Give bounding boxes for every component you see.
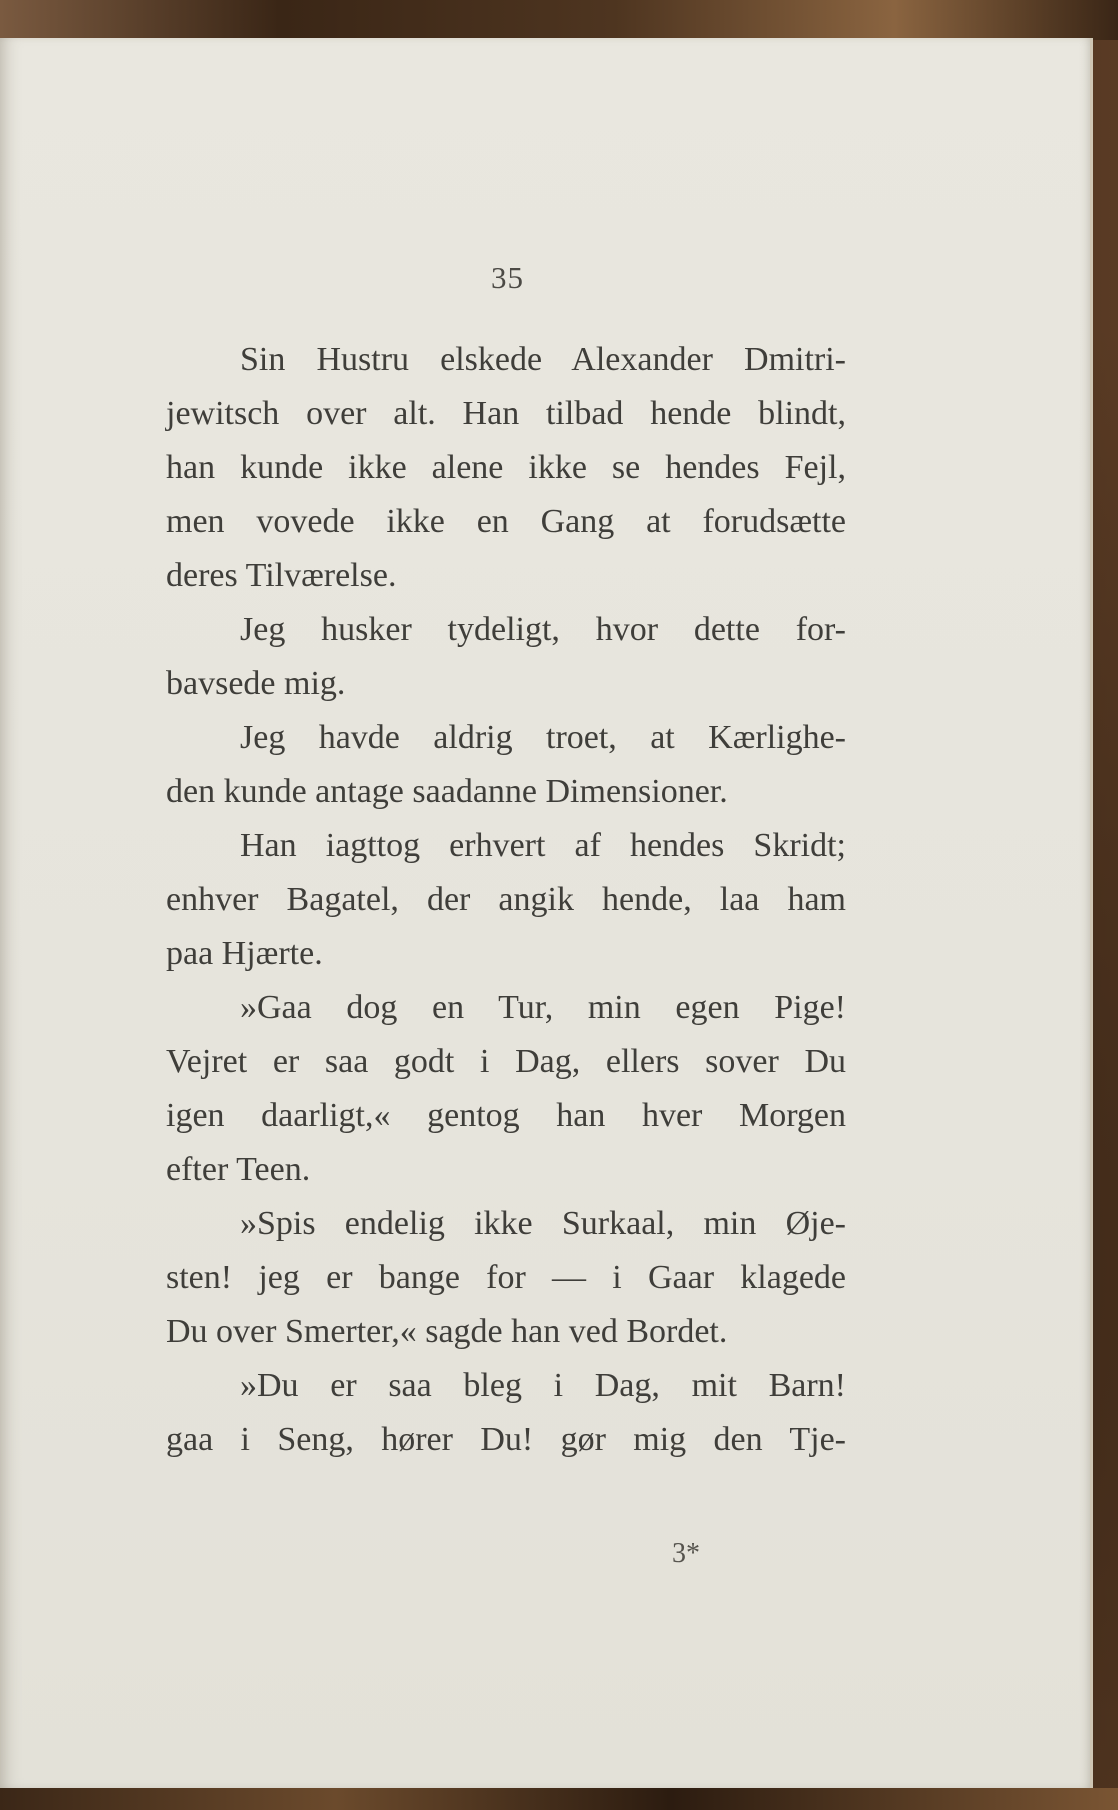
text-line: paa Hjærte. — [166, 935, 323, 972]
text-line: jewitsch over alt. Han tilbad hende blindt, — [166, 395, 846, 432]
text-line: Han iagttog erhvert af hendes Skridt; — [240, 827, 846, 864]
text-line: »Spis endelig ikke Surkaal, min Øje- — [240, 1205, 846, 1242]
text-line: »Du er saa bleg i Dag, mit Barn! — [240, 1367, 846, 1404]
text-line: men vovede ikke en Gang at forudsætte — [166, 503, 846, 540]
text-line: »Gaa dog en Tur, min egen Pige! — [240, 989, 846, 1026]
text-line: gaa i Seng, hører Du! gør mig den Tje- — [166, 1421, 846, 1458]
text-line: den kunde antage saadanne Dimensioner. — [166, 773, 728, 810]
page-paper — [0, 38, 1093, 1788]
text-line: Jeg havde aldrig troet, at Kærlighe- — [240, 719, 846, 756]
text-line: sten! jeg er bange for — i Gaar klagede — [166, 1259, 846, 1296]
book-cover-edge-bottom — [0, 1788, 1118, 1810]
text-line: Jeg husker tydeligt, hvor dette for- — [240, 611, 846, 648]
text-line: Vejret er saa godt i Dag, ellers sover Du — [166, 1043, 846, 1080]
text-line: deres Tilværelse. — [166, 557, 397, 594]
text-line: Du over Smerter,« sagde han ved Bordet. — [166, 1313, 728, 1350]
text-line: han kunde ikke alene ikke se hendes Fejl, — [166, 449, 846, 486]
text-line: Sin Hustru elskede Alexander Dmitri- — [240, 341, 846, 378]
text-line: bavsede mig. — [166, 665, 346, 702]
page-number: 35 — [491, 260, 524, 295]
book-cover-edge-top — [0, 0, 1118, 40]
signature-mark: 3* — [672, 1538, 700, 1569]
text-line: igen daarligt,« gentog han hver Morgen — [166, 1097, 846, 1134]
text-line: efter Teen. — [166, 1151, 311, 1188]
text-line: enhver Bagatel, der angik hende, laa ham — [166, 881, 846, 918]
body-text — [166, 333, 846, 1467]
